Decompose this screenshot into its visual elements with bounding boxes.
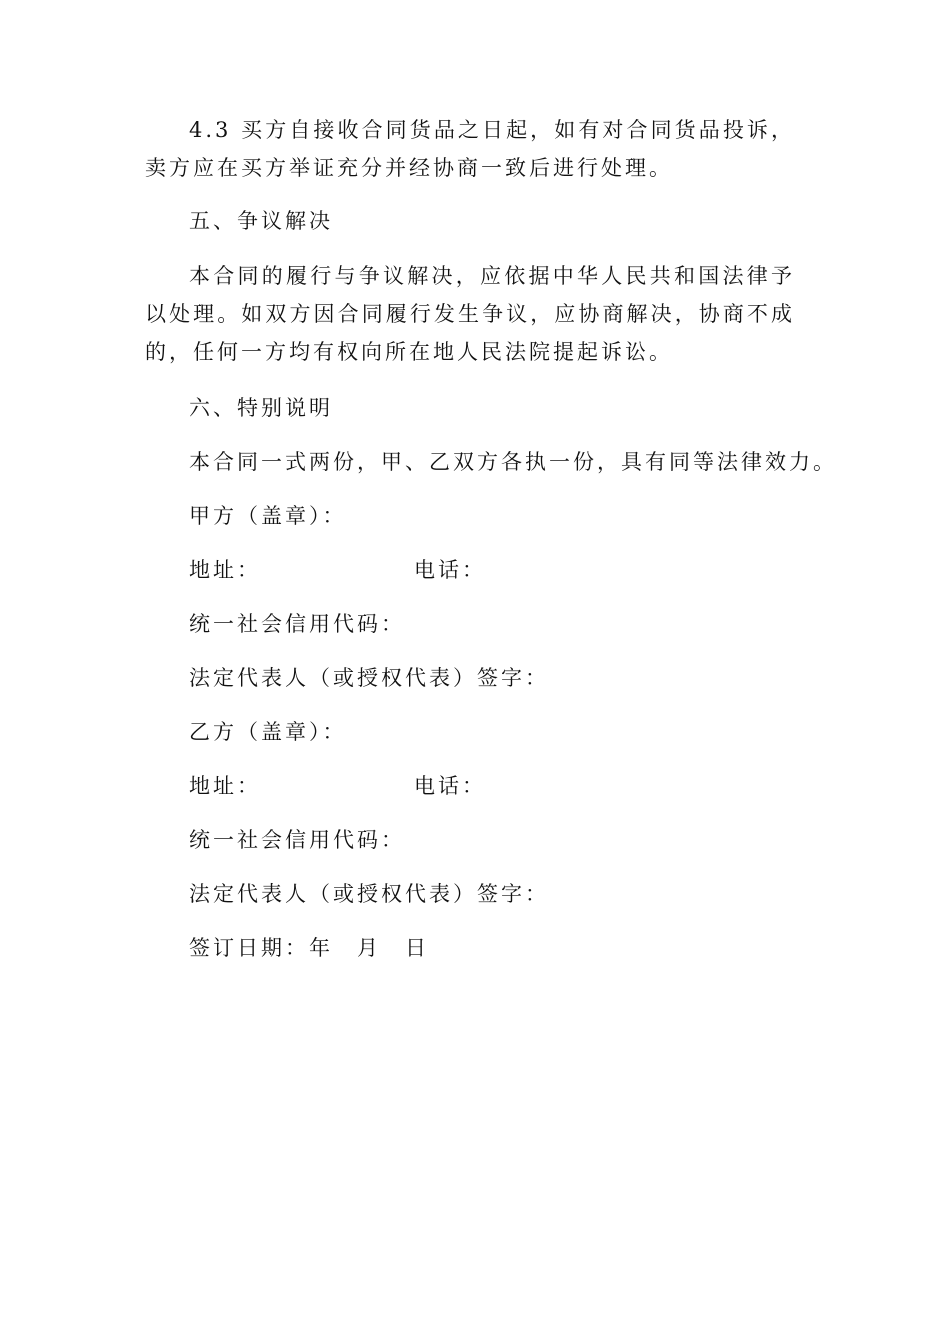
party-b-phone-label: 电话：: [414, 774, 486, 798]
party-b-address-label: 地址：: [189, 774, 261, 798]
party-a-address-label: 地址：: [189, 558, 261, 582]
party-b-credit-code-label: 统一社会信用代码：: [189, 828, 405, 852]
section-5-body: 本合同的履行与争议解决，应依据中华人民共和国法律予以处理。如双方因合同履行发生争议，应协商解决，协商不成的，任何一方均有权向所在地人民法院提起诉讼。: [145, 264, 795, 364]
section-6-heading: 六、特别说明: [189, 396, 333, 420]
party-b-signature-label: 法定代表人（或授权代表）签字：: [189, 882, 549, 906]
party-a-credit-code-label: 统一社会信用代码：: [189, 612, 405, 636]
party-a-signature-label: 法定代表人（或授权代表）签字：: [189, 666, 549, 690]
sign-date-label: 签订日期：年 月 日: [189, 936, 429, 960]
clause-4-3: 4.3 买方自接收合同货品之日起，如有对合同货品投诉，卖方应在买方举证充分并经协商一致后进行处理。: [145, 118, 795, 180]
party-a-phone-label: 电话：: [414, 558, 486, 582]
party-a-seal-label: 甲方（盖章）：: [189, 504, 347, 528]
section-6-body: 本合同一式两份，甲、乙双方各执一份，具有同等法律效力。: [189, 450, 837, 474]
party-b-seal-label: 乙方（盖章）：: [189, 720, 347, 744]
section-5-heading: 五、争议解决: [189, 209, 333, 233]
